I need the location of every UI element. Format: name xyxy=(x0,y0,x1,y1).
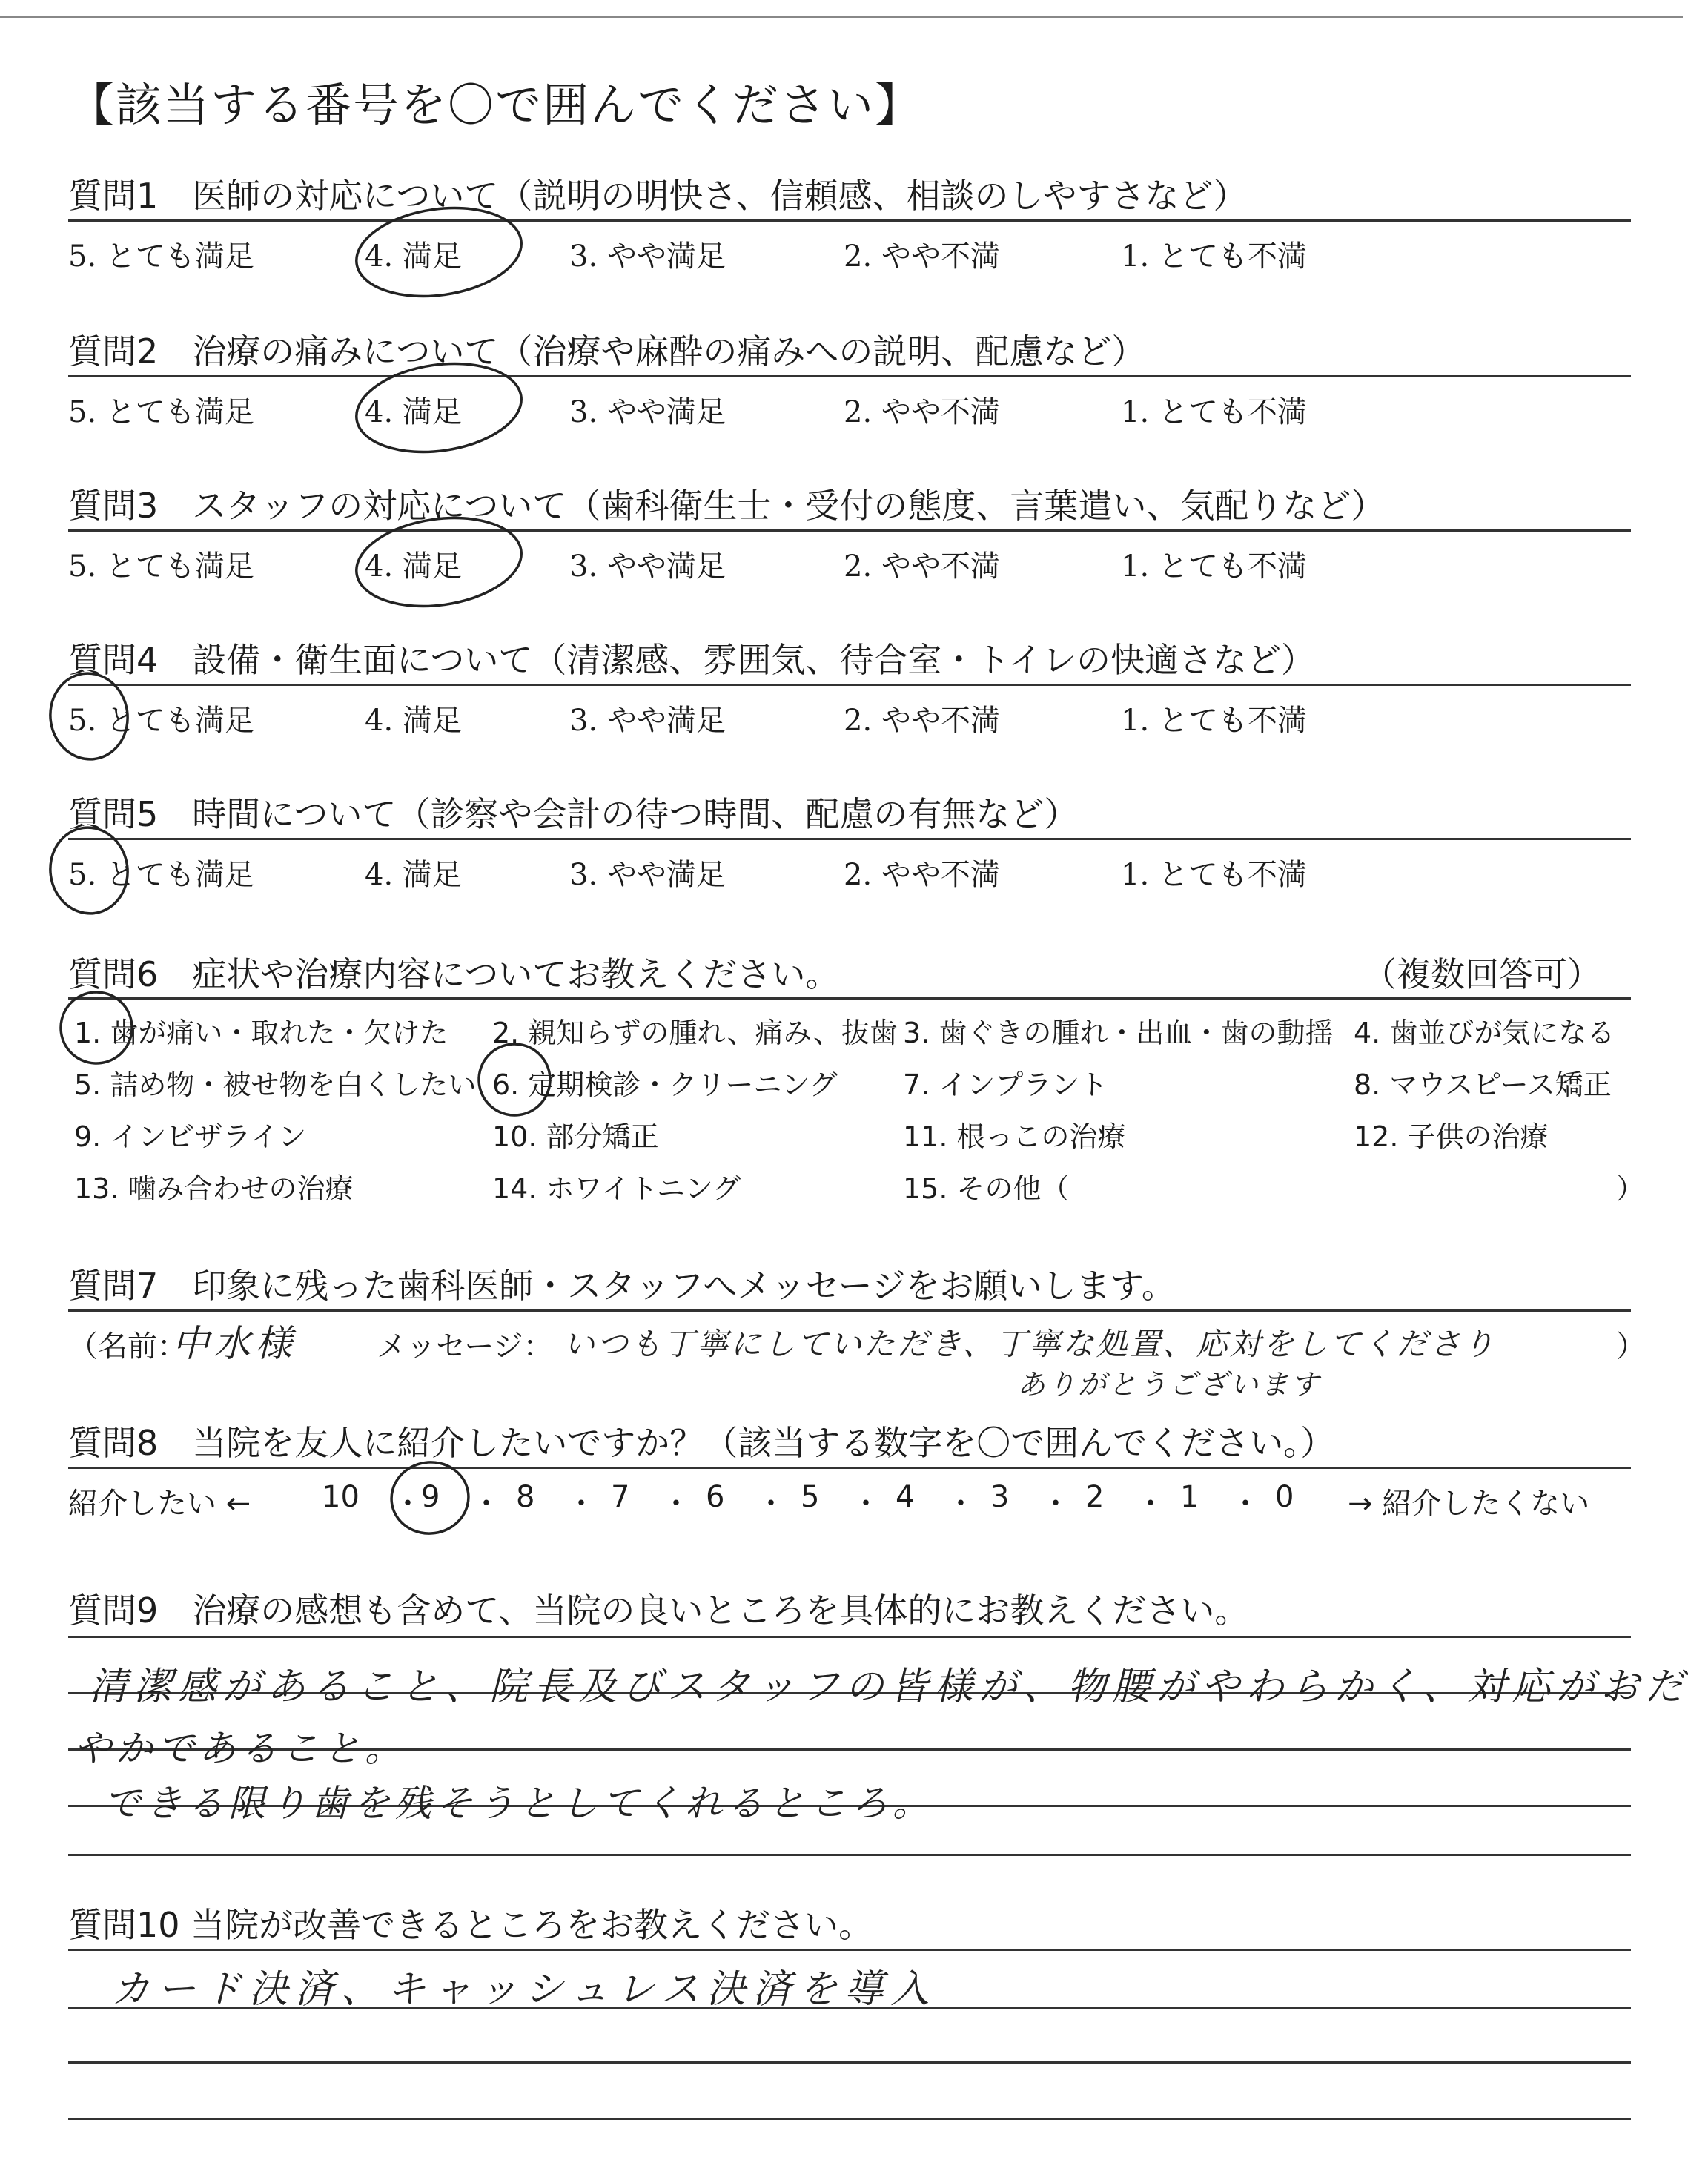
q6-option-14[interactable]: 14. ホワイトニング xyxy=(492,1172,741,1205)
q8-number-2[interactable]: 2 xyxy=(1085,1480,1105,1514)
q8-separator-dot: ・ xyxy=(1231,1487,1260,1521)
q6-option-3[interactable]: 3. 歯ぐきの腫れ・出血・歯の動揺 xyxy=(903,1017,1334,1049)
q4-rule xyxy=(68,684,1631,686)
q7-message-line1[interactable]: いつも丁寧にしていただき、丁寧な処置、応対をしてくださり xyxy=(563,1326,1497,1362)
q7-title: 質問7 印象に残った歯科医師・スタッフへメッセージをお願いします。 xyxy=(68,1266,1176,1306)
q5-option-4[interactable]: 4. 満足 xyxy=(365,858,462,892)
q2-option-1[interactable]: 1. とても不満 xyxy=(1121,395,1307,429)
q7-close-paren: ） xyxy=(1616,1330,1646,1364)
q8-number-5[interactable]: 5 xyxy=(801,1480,820,1514)
q2-title: 質問2 治療の痛みについて（治療や麻酔の痛みへの説明、配慮など） xyxy=(68,331,1146,371)
q8-separator-dot: ・ xyxy=(661,1487,691,1521)
q8-title: 質問8 当院を友人に紹介したいですか？（該当する数字を〇で囲んでください。） xyxy=(68,1423,1335,1463)
q6-rule xyxy=(68,997,1631,1000)
q8-left-label: 紹介したい ← xyxy=(68,1487,251,1521)
q3-option-2[interactable]: 2. やや不満 xyxy=(844,549,1000,584)
q6-option-11[interactable]: 11. 根っこの治療 xyxy=(903,1120,1126,1153)
q6-option-1[interactable]: 1. 歯が痛い・取れた・欠けた xyxy=(74,1017,448,1049)
q3-option-5[interactable]: 5. とても満足 xyxy=(68,549,254,584)
q9-rule-0 xyxy=(68,1636,1631,1638)
q3-option-3[interactable]: 3. やや満足 xyxy=(569,549,726,584)
q2-option-3[interactable]: 3. やや満足 xyxy=(569,395,726,429)
q8-separator-dot: ・ xyxy=(851,1487,881,1521)
q10-answer-line-1[interactable]: カード決済、キャッシュレス決済を導入 xyxy=(111,1967,937,2012)
q7-message-line2[interactable]: ありがとうございます xyxy=(1017,1368,1322,1401)
q5-title: 質問5 時間について（診察や会計の待つ時間、配慮の有無など） xyxy=(68,794,1079,834)
q7-rule xyxy=(68,1309,1631,1312)
q8-separator-dot: ・ xyxy=(393,1487,423,1521)
q6-option-10[interactable]: 10. 部分矯正 xyxy=(492,1120,659,1153)
q6-option-5[interactable]: 5. 詰め物・被せ物を白くしたい xyxy=(74,1069,477,1101)
q4-option-3[interactable]: 3. やや満足 xyxy=(569,704,726,738)
q8-number-6[interactable]: 6 xyxy=(706,1480,725,1514)
q7-name-value[interactable]: 中水様 xyxy=(172,1322,297,1365)
q6-title: 質問6 症状や治療内容についてお教えください。 xyxy=(68,954,840,994)
q2-option-4[interactable]: 4. 満足 xyxy=(365,395,462,429)
q4-option-2[interactable]: 2. やや不満 xyxy=(844,704,1000,738)
q2-option-2[interactable]: 2. やや不満 xyxy=(844,395,1000,429)
q8-rule xyxy=(68,1467,1631,1469)
q6-option-12[interactable]: 12. 子供の治療 xyxy=(1354,1120,1549,1153)
q1-option-1[interactable]: 1. とても不満 xyxy=(1121,240,1307,274)
q6-option-7[interactable]: 7. インプラント xyxy=(903,1069,1108,1101)
q9-answer-line-1[interactable]: 清潔感があること、院長及びスタッフの皆様が、物腰がやわらかく、対応がおだ xyxy=(89,1665,1689,1709)
q8-number-8[interactable]: 8 xyxy=(516,1480,535,1514)
q10-title: 質問10 当院が改善できるところをお教えください。 xyxy=(68,1905,873,1945)
q6-option-2[interactable]: 2. 親知らずの腫れ、痛み、抜歯 xyxy=(492,1017,898,1049)
q5-option-3[interactable]: 3. やや満足 xyxy=(569,858,726,892)
q2-rule xyxy=(68,375,1631,377)
q6-option-8[interactable]: 8. マウスピース矯正 xyxy=(1354,1069,1612,1101)
q6-option-4[interactable]: 4. 歯並びが気になる xyxy=(1354,1017,1615,1049)
q9-title: 質問9 治療の感想も含めて、当院の良いところを具体的にお教えください。 xyxy=(68,1591,1249,1631)
q4-option-5[interactable]: 5. とても満足 xyxy=(68,704,254,738)
q8-right-label: → 紹介したくない xyxy=(1348,1487,1590,1521)
q6-option-15[interactable]: 15. その他（ xyxy=(903,1172,1070,1205)
q8-number-1[interactable]: 1 xyxy=(1180,1480,1199,1514)
q5-rule xyxy=(68,838,1631,840)
q2-option-5[interactable]: 5. とても満足 xyxy=(68,395,254,429)
q6-option-13[interactable]: 13. 噛み合わせの治療 xyxy=(74,1172,354,1205)
q8-number-4[interactable]: 4 xyxy=(896,1480,915,1514)
q3-option-1[interactable]: 1. とても不満 xyxy=(1121,549,1307,584)
q7-name-label: （名前： xyxy=(68,1330,187,1364)
q1-option-4[interactable]: 4. 満足 xyxy=(365,240,462,274)
q5-option-5[interactable]: 5. とても満足 xyxy=(68,858,254,892)
q5-option-2[interactable]: 2. やや不満 xyxy=(844,858,1000,892)
q1-option-5[interactable]: 5. とても満足 xyxy=(68,240,254,274)
q7-message-label: メッセージ： xyxy=(377,1330,553,1364)
q1-option-2[interactable]: 2. やや不満 xyxy=(844,240,1000,274)
q8-number-10[interactable]: 10 xyxy=(322,1480,360,1514)
q4-option-4[interactable]: 4. 満足 xyxy=(365,704,462,738)
q8-number-7[interactable]: 7 xyxy=(611,1480,630,1514)
q4-option-1[interactable]: 1. とても不満 xyxy=(1121,704,1307,738)
q9-rule-4 xyxy=(68,1854,1631,1856)
q8-separator-dot: ・ xyxy=(946,1487,976,1521)
q8-number-9[interactable]: 9 xyxy=(421,1480,440,1514)
q1-option-3[interactable]: 3. やや満足 xyxy=(569,240,726,274)
q4-title: 質問4 設備・衛生面について（清潔感、雰囲気、待合室・トイレの快適さなど） xyxy=(68,640,1316,680)
q5-option-1[interactable]: 1. とても不満 xyxy=(1121,858,1307,892)
q6-option-15-close: ） xyxy=(1616,1172,1645,1205)
q6-option-6[interactable]: 6. 定期検診・クリーニング xyxy=(492,1069,838,1101)
q8-separator-dot: ・ xyxy=(566,1487,596,1521)
q10-rule-3 xyxy=(68,2118,1631,2120)
q8-number-0[interactable]: 0 xyxy=(1275,1480,1294,1514)
q1-title: 質問1 医師の対応について（説明の明快さ、信頼感、相談のしやすさなど） xyxy=(68,176,1248,216)
q1-rule xyxy=(68,219,1631,222)
q6-option-9[interactable]: 9. インビザライン xyxy=(74,1120,307,1153)
q9-answer-line-3[interactable]: できる限り歯を残そうとしてくれるところ。 xyxy=(104,1782,934,1825)
q9-answer-line-2[interactable]: やかであること。 xyxy=(74,1727,406,1770)
q3-rule xyxy=(68,529,1631,532)
q3-option-4[interactable]: 4. 満足 xyxy=(365,549,462,584)
q8-separator-dot: ・ xyxy=(756,1487,786,1521)
q10-rule-2 xyxy=(68,2061,1631,2064)
q6-note: （複数回答可） xyxy=(1363,954,1601,994)
page-top-border xyxy=(0,16,1683,18)
q8-number-3[interactable]: 3 xyxy=(990,1480,1010,1514)
q8-separator-dot: ・ xyxy=(471,1487,501,1521)
page-title: 【該当する番号を〇で囲んでください】 xyxy=(68,78,923,132)
q10-rule-0 xyxy=(68,1949,1631,1951)
q3-title: 質問3 スタッフの対応について（歯科衛生士・受付の態度、言葉遣い、気配りなど） xyxy=(68,486,1386,526)
q8-separator-dot: ・ xyxy=(1136,1487,1165,1521)
q8-separator-dot: ・ xyxy=(1041,1487,1070,1521)
